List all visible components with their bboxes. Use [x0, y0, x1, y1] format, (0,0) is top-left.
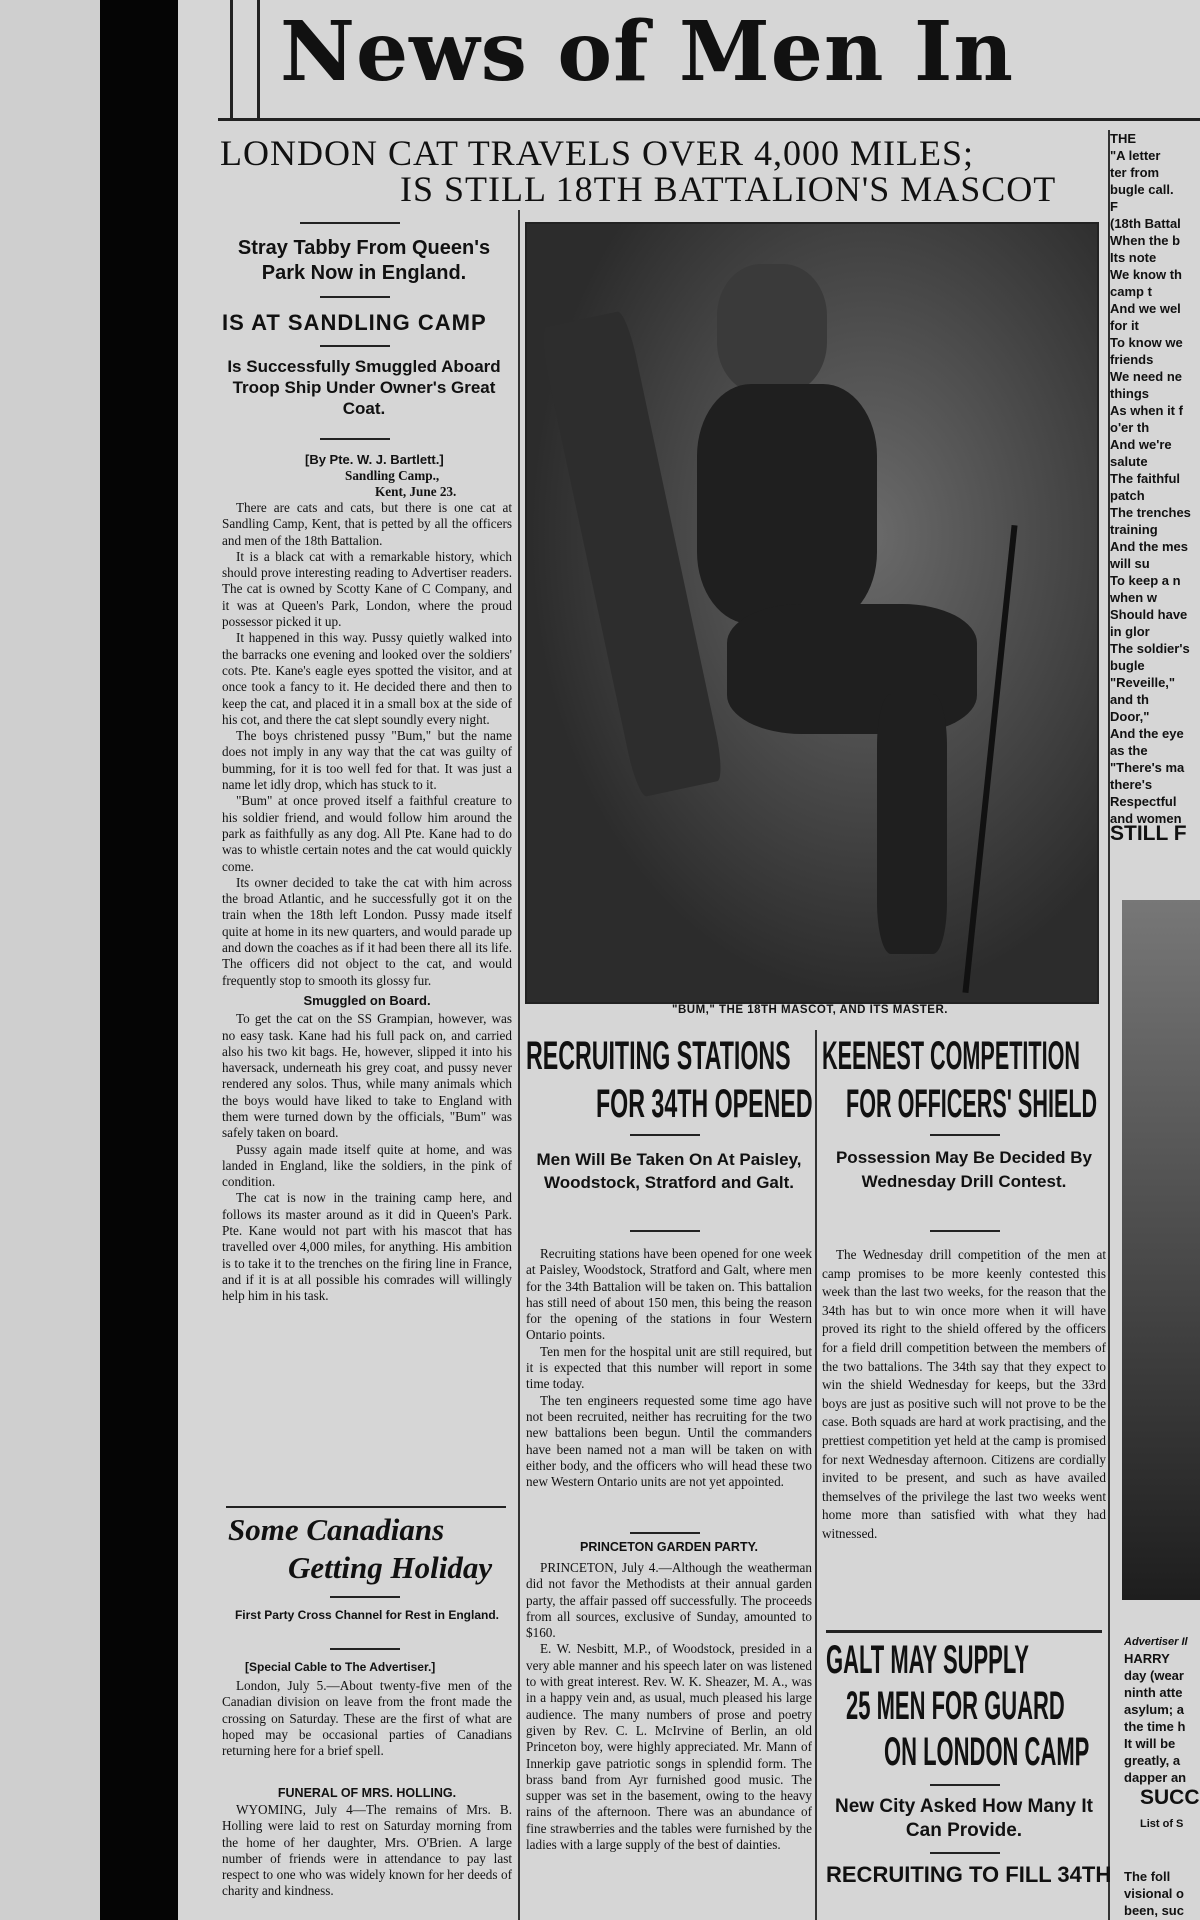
divider: [930, 1852, 1000, 1854]
column-rule: [815, 1030, 817, 1920]
text-line: for it: [1110, 318, 1139, 333]
text-line: o'er th: [1110, 420, 1150, 435]
paragraph: Ten men for the hospital unit are still required, but it is expected that this number will report in some time today.: [526, 1343, 812, 1392]
paragraph: It happened in this way. Pussy quietly walked into the barracks one evening and looked over the soldiers' cots. Pte. Kane's eagle eyes spotted the visitor, and at once took a fancy to it. He decided there and then to keep the cat, and placed it in a small box at the side of his cot, and there the cat slept soundly every night.: [222, 630, 512, 727]
divider: [330, 1596, 400, 1598]
divider: [930, 1230, 1000, 1232]
text-line: THE: [1110, 131, 1136, 146]
keenest-body: [822, 1246, 1106, 1544]
funeral-headline: FUNERAL OF MRS. HOLLING.: [277, 1786, 457, 1800]
margin-background: [0, 0, 100, 1920]
succ-headline: SUCC: [1140, 1786, 1200, 1809]
text-line: F: [1110, 199, 1118, 214]
galt-headline3: ON LONDON CAMP: [884, 1730, 1090, 1774]
text-line: We know th: [1110, 267, 1182, 282]
right-column-poem: [1110, 130, 1200, 870]
paragraph: To get the cat on the SS Grampian, however, was no easy task. Kane had his full pack on, and carried also his two kit bags. He, however, slipped it into his haversack, underneath his grey coat, and pussy never rendered any solos. Thus, while many animals which the boys would have liked to take to England with them were turned down by the officials, "Bum" was safely taken on board.: [222, 1011, 512, 1141]
text-line: the time h: [1124, 1719, 1186, 1734]
text-line: The faithful: [1110, 471, 1181, 486]
photo-caption: "BUM," THE 18TH MASCOT, AND ITS MASTER.: [672, 1004, 948, 1016]
divider: [320, 345, 390, 347]
lead-body: [222, 500, 512, 1305]
text-line: The foll: [1124, 1869, 1171, 1884]
divider: [826, 1630, 1102, 1633]
text-line: greatly, a: [1124, 1753, 1181, 1768]
princeton-body: [526, 1560, 812, 1853]
galt-headline2: 25 MEN FOR GUARD: [846, 1684, 1065, 1728]
text-line: ninth atte: [1124, 1685, 1183, 1700]
dateline: Sandling Camp.,: [345, 468, 440, 483]
text-line: ter from: [1110, 165, 1160, 180]
text-line: things: [1110, 386, 1149, 401]
text-line: there's: [1110, 777, 1153, 792]
text-line: We need ne: [1110, 369, 1183, 384]
byline: [By Pte. W. J. Bartlett.]: [305, 452, 444, 467]
text-line: As when it f: [1110, 403, 1183, 418]
subhead: Smuggled on Board.: [303, 992, 431, 1008]
scan-border: [100, 0, 178, 1920]
paragraph: Its owner decided to take the cat with him across the broad Atlantic, and he successfully got it on the train when the 18th left London. Pussy made itself quite at home in its new quarters, and would parade up and down the coaches as if it had been there all its life. The officers did not object to the cat, and would frequently stop to smooth its glossy fur.: [222, 874, 512, 988]
text-line: The trenches: [1110, 505, 1191, 520]
paragraph: PRINCETON, July 4.—Although the weatherman did not favor the Methodists at their annual garden party, the affair passed off successfully. The proceeds from all sources, exclusive of Sunday, amounted to $160.: [526, 1560, 812, 1641]
text-line: And the mes: [1110, 539, 1189, 554]
paragraph: "Bum" at once proved itself a faithful creature to his soldier friend, and would follow him around the park as faithfully as any dog. All Pte. Kane had to do was to whistle certain notes and the cat would quickly come.: [222, 793, 512, 874]
lead-deck3: Is Successfully Smuggled Aboard Troop Ship Under Owner's Great Coat.: [227, 357, 501, 418]
holiday-deck: First Party Cross Channel for Rest in England.: [234, 1608, 500, 1622]
paragraph: The cat is now in the training camp here, and follows its master around as it did in Queen's Park. Pte. Kane would not part with his mascot that has travelled over 4,000 miles, for anything. His ambition is to take it to the trenches on the firing line in France, and if it is at all possible his comrades will willingly help him in his task.: [222, 1190, 512, 1304]
text-line: It will be: [1124, 1736, 1176, 1751]
holiday-credit: [Special Cable to The Advertiser.]: [245, 1660, 436, 1674]
text-line: bugle: [1110, 658, 1145, 673]
recruiting-headline2: FOR 34TH OPENED: [596, 1082, 813, 1126]
divider: [330, 1648, 400, 1650]
recruiting-body: [526, 1246, 812, 1490]
text-line: dapper an: [1124, 1770, 1187, 1785]
galt-headline4: RECRUITING TO FILL 34TH: [826, 1862, 1112, 1887]
lead-deck1: Stray Tabby From Queen's Park Now in England.: [237, 237, 491, 284]
dateline: Kent, June 23.: [375, 484, 457, 499]
text-line: Should have: [1110, 607, 1188, 622]
text-line: bugle call.: [1110, 182, 1174, 197]
text-line: in glor: [1110, 624, 1150, 639]
holiday-headline1: Some Canadians: [228, 1512, 445, 1547]
harry-item: [1124, 1650, 1200, 1786]
divider: [930, 1134, 1000, 1136]
divider: [226, 1506, 506, 1508]
paragraph: Pussy again made itself quite at home, and was landed in England, like the soldiers, in the pink of condition.: [222, 1141, 512, 1190]
bottom-item: [1124, 1868, 1200, 1919]
divider: [630, 1134, 700, 1136]
bottom-lines: [1124, 1868, 1200, 1919]
divider: [630, 1532, 700, 1534]
text-line: And the eye: [1110, 726, 1184, 741]
text-line: Door,": [1110, 709, 1150, 724]
paragraph: WYOMING, July 4—The remains of Mrs. B. Holling were laid to rest on Saturday morning from the home of her daughter, Mrs. O'Brien. A large number of friends were in attendance to pay last respect to one who was widely known for her deeds of charity and kindness.: [222, 1802, 512, 1899]
lead-headline-line2: IS STILL 18TH BATTALION'S MASCOT: [400, 169, 1057, 209]
keenest-headline2: FOR OFFICERS' SHIELD: [846, 1082, 1098, 1126]
harry-lines: [1124, 1650, 1200, 1786]
paragraph: There are cats and cats, but there is one cat at Sandling Camp, Kent, that is petted by all the officers and men of the 18th Battalion.: [222, 500, 512, 548]
text-line: "Reveille,": [1110, 675, 1176, 690]
princeton-headline: PRINCETON GARDEN PARTY.: [579, 1540, 759, 1554]
list-line: List of S: [1140, 1818, 1184, 1830]
keenest-headline1: KEENEST COMPETITION: [822, 1034, 1081, 1078]
galt-deck: New City Asked How Many It Can Provide.: [835, 1796, 1093, 1841]
recruiting-deck: Men Will Be Taken On At Paisley, Woodstock, Stratford and Galt.: [536, 1150, 802, 1192]
paragraph: The Wednesday drill competition of the men at camp promises to be more keenly contested this week than the last two weeks, for the reason that the 34th has but to win once more when it will have proved its right to the shield offered by the officers for a field drill competition between the members of the two battalions. The 34th say that they expect to win the shield Wednesday for keeps, but the 33rd boys are just as positive such will not prove to be the case. Both squads are hard at work practising, and the prettiest competition yet held at the camp is promised for next Wednesday afternoon. Citizens are cordially invited to be present, and such as have availed themselves of the privilege the last two weeks went home more than satisfied with what they had witnessed.: [822, 1247, 1106, 1541]
text-line: as the: [1110, 743, 1148, 758]
text-line: and th: [1110, 692, 1149, 707]
recruiting-headline1: RECRUITING STATIONS: [526, 1034, 791, 1078]
text-line: When the b: [1110, 233, 1181, 248]
text-line: will su: [1110, 556, 1150, 571]
photo-portrait: [1122, 900, 1200, 1600]
paragraph: E. W. Nesbitt, M.P., of Woodstock, presided in a very able manner and his speech later on was listened to with great interest. Rev. W. K. Sheazer, M. A., was in a happy vein and, as usual, much pleased his large audience. The many numbers of prose and poetry given by Rev. C. L. McIrvine of Berlin, an old Princeton boy, were highly appreciated. Mr. Mann of Innerkip gave patriotic songs in splendid form. The brass band from Ayr furnished good music. The supper was set in the basement, owing to the heavy rains of the afternoon. There was an abundance of fine strawberries and the tables were furnished by the ladies with a large supply of the best of dainties.: [526, 1641, 812, 1853]
text-line: when w: [1110, 590, 1157, 605]
keenest-deck: Possession May Be Decided By Wednesday Drill Contest.: [835, 1148, 1093, 1191]
funeral-body: [222, 1802, 512, 1900]
text-line: camp t: [1110, 284, 1152, 299]
text-line: training: [1110, 522, 1158, 537]
paragraph: It is a black cat with a remarkable history, which should prove interesting reading to Advertiser readers. The cat is owned by Scotty Kane of C Company, and it was at Queen's Park, London, where the proud possessor picked it up.: [222, 548, 512, 630]
poem-lines: [1110, 130, 1200, 827]
masthead-ornament: [230, 0, 260, 118]
text-line: HARRY: [1124, 1651, 1170, 1666]
text-line: and women: [1110, 811, 1182, 826]
lead-deck2: IS AT SANDLING CAMP: [222, 310, 487, 335]
masthead-title: News of Men In: [280, 4, 1015, 100]
paragraph: The ten engineers requested some time ago have not been recruited, neither has recruiting for the two new battalions been begun. Until the commanders have been named not a man will be taken on with either body, and the officers who will head these two new Western Ontario units are not yet appointed.: [526, 1392, 812, 1490]
galt-headline1: GALT MAY SUPPLY: [826, 1638, 1029, 1682]
text-line: been, suc: [1124, 1903, 1184, 1918]
text-line: To keep a n: [1110, 573, 1181, 588]
paragraph: The boys christened pussy "Bum," but the name does not imply in any way that the cat was guilty of bumming, for it is too well fed for that. It was just a name let idly drop, which has stuck to it.: [222, 728, 512, 793]
text-line: "A letter: [1110, 148, 1161, 163]
holiday-headline2: Getting Holiday: [288, 1550, 493, 1585]
text-line: salute: [1110, 454, 1148, 469]
divider: [930, 1784, 1000, 1786]
text-line: "There's ma: [1110, 760, 1185, 775]
divider: [630, 1230, 700, 1232]
divider: [320, 296, 390, 298]
right-headline-still: STILL F: [1110, 822, 1187, 845]
paragraph: Recruiting stations have been opened for one week at Paisley, Woodstock, Stratford and Galt, where men for the 34th Battalion will be taken on. This battalion has still need of about 150 men, this being the reason for the opening of the stations in four Western Ontario points.: [526, 1246, 812, 1343]
text-line: patch: [1110, 488, 1145, 503]
lead-headline-line1: LONDON CAT TRAVELS OVER 4,000 MILES;: [220, 133, 975, 173]
text-line: visional o: [1124, 1886, 1184, 1901]
right-caption: Advertiser Il: [1124, 1636, 1188, 1648]
text-line: Its note: [1110, 250, 1157, 265]
column-rule: [518, 210, 520, 1920]
text-line: day (wear: [1124, 1668, 1184, 1683]
divider: [300, 222, 400, 224]
text-line: And we're: [1110, 437, 1172, 452]
divider: [320, 438, 390, 440]
text-line: asylum; a: [1124, 1702, 1184, 1717]
holiday-body: [222, 1678, 512, 1759]
text-line: To know we: [1110, 335, 1183, 350]
text-line: And we wel: [1110, 301, 1181, 316]
text-line: (18th Battal: [1110, 216, 1181, 231]
text-line: friends: [1110, 352, 1154, 367]
text-line: The soldier's: [1110, 641, 1190, 656]
paragraph: London, July 5.—About twenty-five men of the Canadian division on leave from the front made the crossing on Saturday. These are the first of what are hoped may be occasional parties of Canadians returning here for a brief spell.: [222, 1678, 512, 1759]
photo-soldier-with-cat: [525, 222, 1099, 1004]
text-line: Respectful: [1110, 794, 1177, 809]
